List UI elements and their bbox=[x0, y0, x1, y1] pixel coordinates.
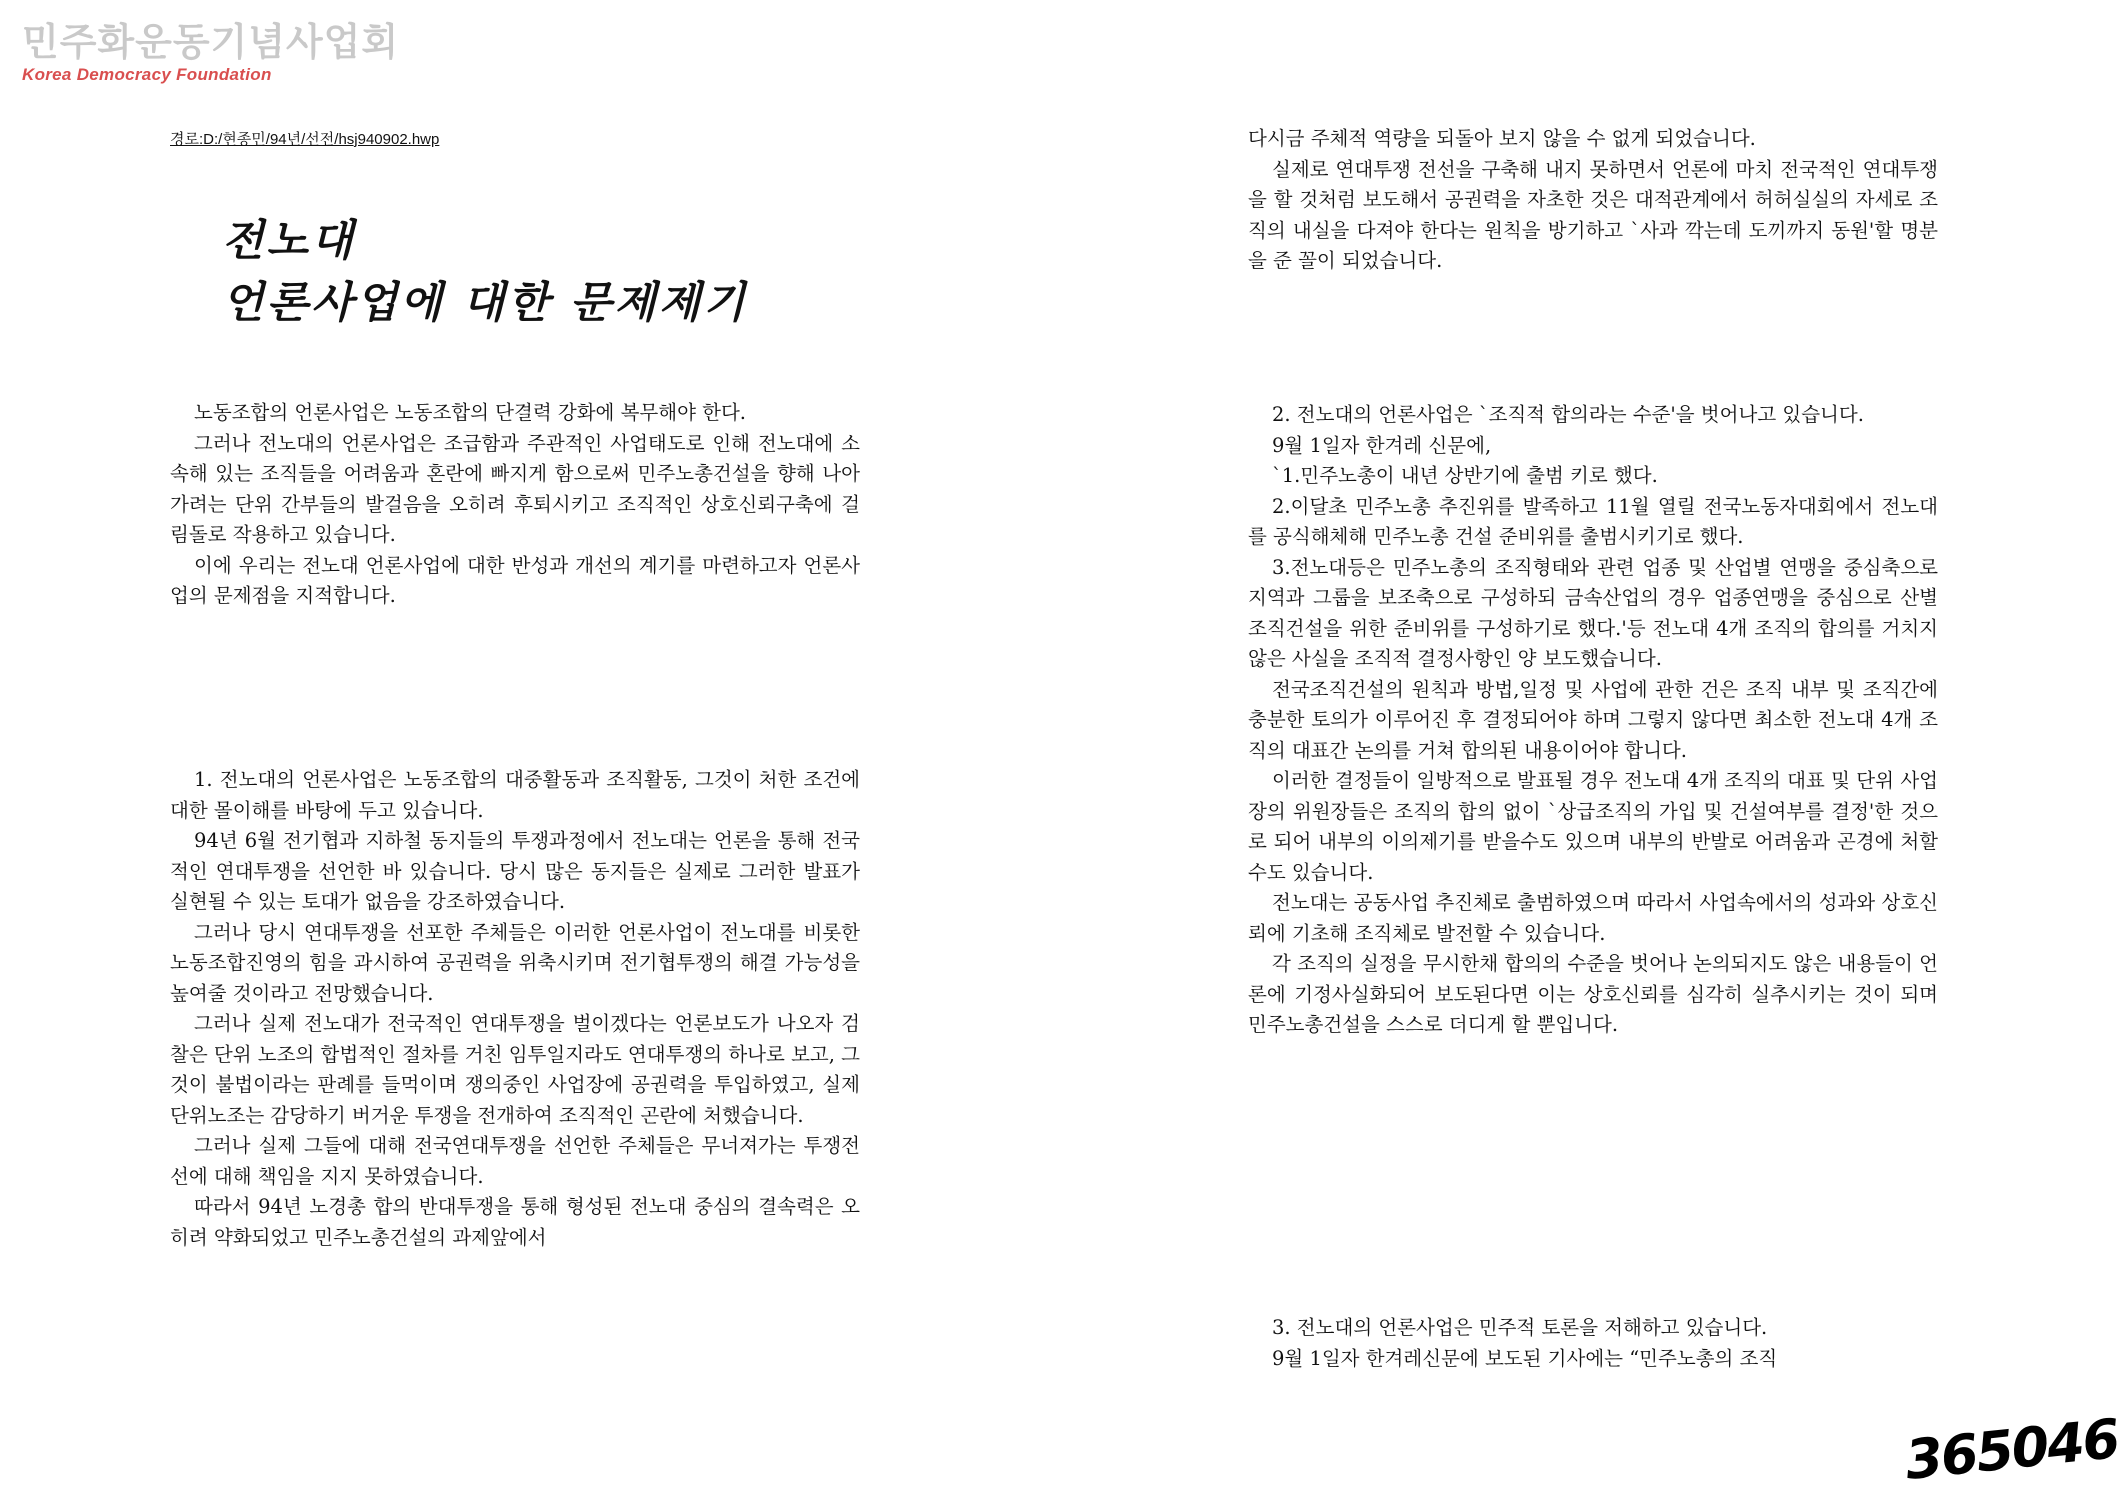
document-title bbox=[222, 210, 748, 334]
section-3 bbox=[1248, 1313, 1938, 1374]
section-2-paragraph: 전국조직건설의 원칙과 방법,일정 및 사업에 관한 건은 조직 내부 및 조직간에 충분한 토의가 이루어진 후 결정되어야 하며 그렇지 않다면 최소한 전노대 4개 조직의 대표간 논의를 거쳐 합의된 내용이어야 합니다. bbox=[1248, 677, 1938, 762]
section-3-heading: 3. 전노대의 언론사업은 민주적 토론을 저해하고 있습니다. bbox=[1272, 1316, 1768, 1339]
section-3-paragraph: 9월 1일자 한겨레신문에 보도된 기사에는 “민주노총의 조직 bbox=[1272, 1346, 1778, 1370]
continuation-paragraph: 다시금 주체적 역량을 되돌아 보지 않을 수 없게 되었습니다. bbox=[1248, 127, 1756, 150]
foundation-watermark bbox=[22, 20, 399, 86]
section-1-heading: 1. 전노대의 언론사업은 노동조합의 대중활동과 조직활동, 그것이 처한 조건에 대한 몰이해를 바탕에 두고 있습니다. bbox=[170, 768, 860, 822]
intro-paragraph: 이에 우리는 전노대 언론사업에 대한 반성과 개선의 계기를 마련하고자 언론사업의 문제점을 지적합니다. bbox=[170, 553, 860, 607]
section-2-heading: 2. 전노대의 언론사업은 `조직적 합의라는 수준'을 벗어나고 있습니다. bbox=[1272, 403, 1864, 426]
continuation-paragraph: 실제로 연대투쟁 전선을 구축해 내지 못하면서 언론에 마치 전국적인 연대투쟁을 할 것처럼 보도해서 공권력을 자초한 것은 대적관계에서 허허실실의 자세로 조직의 내실을 다져야 한다는 원칙을 방기하고 `사과 깍는데 도끼까지 동원'할 명분을 준 꼴이 되었습니다. bbox=[1248, 157, 1938, 272]
intro-paragraph: 노동조합의 언론사업은 노동조합의 단결력 강화에 복무해야 한다. bbox=[194, 401, 746, 424]
section-2-paragraph: 전노대는 공동사업 추진체로 출범하였으며 따라서 사업속에서의 성과와 상호신뢰에 기초해 조직체로 발전할 수 있습니다. bbox=[1248, 891, 1938, 945]
section-1-paragraph: 그러나 당시 연대투쟁을 선포한 주체들은 이러한 언론사업이 전노대를 비롯한 노동조합진영의 힘을 과시하여 공권력을 위축시키며 전기협투쟁의 해결 가능성을 높여줄 것이라고 전망했습니다. bbox=[170, 920, 860, 1005]
section-2-paragraph: 이러한 결정들이 일방적으로 발표될 경우 전노대 4개 조직의 대표 및 단위 사업장의 위원장들은 조직의 합의 없이 `상급조직의 가입 및 건설여부를 결정'한 것으로 되어 내부의 이의제기를 받을수도 있으며 내부의 반발로 어려움과 곤경에 처할 수도 있습니다. bbox=[1248, 769, 1938, 884]
section-1-paragraph: 그러나 실제 전노대가 전국적인 연대투쟁을 벌이겠다는 언론보도가 나오자 검찰은 단위 노조의 합법적인 절차를 거친 임투일지라도 연대투쟁의 하나로 보고, 그것이 불법이라는 판례를 들먹이며 쟁의중인 사업장에 공권력을 투입하였고, 실제 단위노조는 감당하기 버거운 투쟁을 전개하여 조직적인 곤란에 처했습니다. bbox=[170, 1012, 860, 1127]
section-1-paragraph: 그러나 실제 그들에 대해 전국연대투쟁을 선언한 주체들은 무너져가는 투쟁전선에 대해 책임을 지지 못하였습니다. bbox=[170, 1134, 860, 1188]
section-2-paragraph: `1.민주노총이 내년 상반기에 출범 키로 했다. bbox=[1272, 464, 1658, 487]
watermark-english: Korea Democracy Foundation bbox=[22, 65, 272, 84]
archive-number: 365046 bbox=[1902, 1407, 2121, 1492]
watermark-korean: 민주화운동기념사업회 bbox=[22, 20, 400, 64]
section-2 bbox=[1248, 400, 1938, 1041]
section-2-paragraph: 각 조직의 실정을 무시한채 합의의 수준을 벗어나 논의되지도 않은 내용들이 언론에 기정사실화되어 보도된다면 이는 상호신뢰를 심각히 실추시키는 것이 되며 민주노총건설을 스스로 더디게 할 뿐입니다. bbox=[1248, 952, 1938, 1036]
section-2-paragraph: 9월 1일자 한겨레 신문에, bbox=[1272, 433, 1492, 457]
title-line-1: 전노대 bbox=[222, 216, 356, 266]
section-1-paragraph: 따라서 94년 노경총 합의 반대투쟁을 통해 형성된 전노대 중심의 결속력은 오히려 약화되었고 민주노총건설의 과제앞에서 bbox=[170, 1195, 860, 1249]
section-2-paragraph: 2.이달초 민주노총 추진위를 발족하고 11월 열릴 전국노동자대회에서 전노대를 공식해체해 민주노총 건설 준비위를 출범시키기로 했다. bbox=[1248, 494, 1938, 548]
intro-section bbox=[170, 398, 860, 612]
intro-paragraph: 그러나 전노대의 언론사업은 조급함과 주관적인 사업태도로 인해 전노대에 소속해 있는 조직들을 어려움과 혼란에 빠지게 함으로써 민주노총건설을 향해 나아가려는 단위 간부들의 발걸음을 오히려 후퇴시키고 조직적인 상호신뢰구축에 걸림돌로 작용하고 있습니다. bbox=[170, 431, 860, 546]
section-1-paragraph: 94년 6월 전기협과 지하철 동지들의 투쟁과정에서 전노대는 언론을 통해 전국적인 연대투쟁을 선언한 바 있습니다. 당시 많은 동지들은 실제로 그러한 발표가 실현될 수 있는 토대가 없음을 강조하였습니다. bbox=[170, 829, 860, 913]
right-continuation bbox=[1248, 124, 1938, 277]
section-1 bbox=[170, 765, 860, 1253]
section-2-paragraph: 3.전노대등은 민주노총의 조직형태와 관련 업종 및 산업별 연맹을 중심축으로 지역과 그룹을 보조축으로 구성하되 금속산업의 경우 업종연맹을 중심으로 산별조직건설을 위한 준비위를 구성하기로 했다.'등 전노대 4개 조직의 합의를 거치지 않은 사실을 조직적 결정사항인 양 보도했습니다. bbox=[1248, 555, 1938, 670]
file-path: 경로:D:/현종민/94년/선전/hsj940902.hwp bbox=[170, 131, 440, 148]
title-line-2: 언론사업에 대한 문제제기 bbox=[222, 278, 748, 328]
